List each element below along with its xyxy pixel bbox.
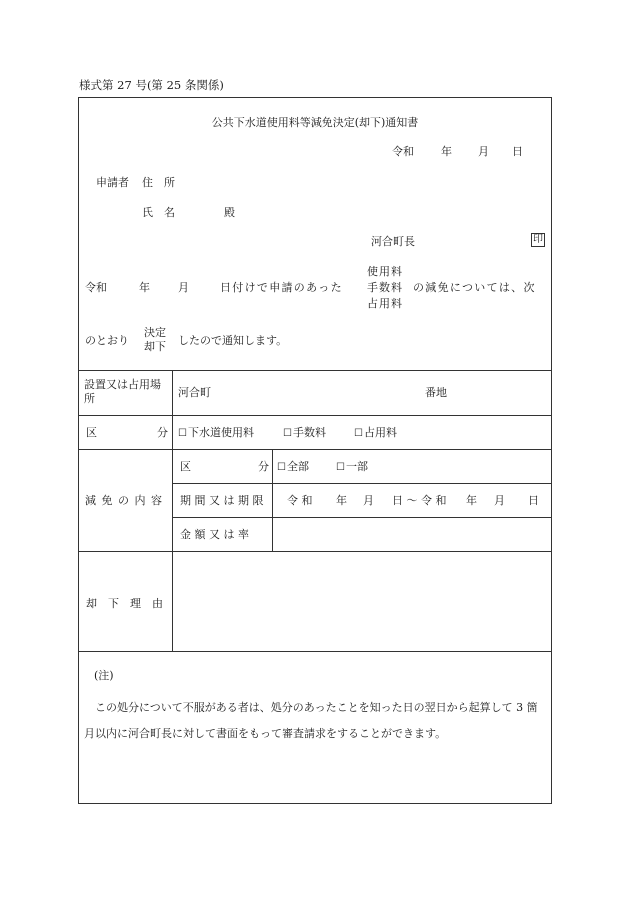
period-label: 期 間 又 は 期 限: [180, 494, 264, 507]
location-banchi: 番地: [425, 386, 447, 399]
rule-label-column: [172, 370, 173, 651]
seal-mark: 印: [533, 234, 543, 245]
honorific: 殿: [224, 206, 235, 219]
note-heading: (注): [94, 669, 114, 682]
body-month: 月: [178, 281, 189, 294]
body-text: 日付けで申請のあった: [220, 281, 343, 294]
location-label: 設置又は占用場所: [84, 378, 161, 405]
rule-exemption-top: [78, 449, 552, 450]
category-option-fee[interactable]: ☐手数料: [283, 426, 326, 439]
checkbox-icon: ☐: [336, 462, 345, 473]
rejection-label: 却 下 理 由: [86, 597, 163, 610]
rule-sub-column: [272, 449, 273, 551]
category-label-b: 分: [157, 426, 168, 439]
rule-exemption-1: [172, 483, 552, 484]
checkbox-icon: ☐: [283, 428, 292, 439]
category-option-sewer[interactable]: ☐下水道使用料: [178, 426, 254, 439]
document-title: 公共下水道使用料等減免決定(却下)通知書: [211, 116, 419, 129]
rule-note-top: [78, 651, 552, 652]
checkbox-icon: ☐: [178, 428, 187, 439]
exemption-option-all[interactable]: ☐全部: [277, 460, 309, 473]
body-era: 令和: [85, 281, 107, 294]
note-text: この処分について不服がある者は、処分のあったことを知った日の翌日から起算して 3 箇月以内に河合町長に対して書面をもって審査請求をすることができます。: [84, 701, 538, 740]
body-line2-head: のとおり: [85, 334, 129, 347]
rule-category-top: [78, 415, 552, 416]
address-label: 住 所: [142, 176, 175, 189]
exemption-option-part[interactable]: ☐一部: [336, 460, 368, 473]
rule-rejection-top: [78, 551, 552, 552]
rule-location-top: [78, 370, 552, 371]
applicant-label: 申請者: [96, 176, 129, 189]
name-label: 氏 名: [142, 206, 175, 219]
decision-options: 決定 却下: [144, 326, 166, 353]
body-year: 年: [139, 281, 150, 294]
category-label-a: 区: [86, 426, 97, 439]
exemption-category-b: 分: [258, 460, 269, 473]
location-town: 河合町: [178, 386, 211, 399]
exemption-category-a: 区: [180, 460, 191, 473]
exemption-label: 減 免 の 内 容: [85, 494, 163, 507]
rule-exemption-2: [172, 517, 552, 518]
form-number: 様式第 27 号(第 25 条関係): [79, 78, 224, 92]
amount-label: 金 額 又 は 率: [180, 528, 249, 541]
checkbox-icon: ☐: [354, 428, 363, 439]
body-line2-tail: したので通知します。: [178, 334, 288, 347]
issuer-name: 河合町長: [371, 235, 415, 248]
category-option-occupancy[interactable]: ☐占用料: [354, 426, 397, 439]
checkbox-icon: ☐: [277, 462, 286, 473]
fee-options: 使用料 手数料 占用料: [367, 265, 403, 310]
body-tail: の減免については、次: [413, 281, 536, 294]
